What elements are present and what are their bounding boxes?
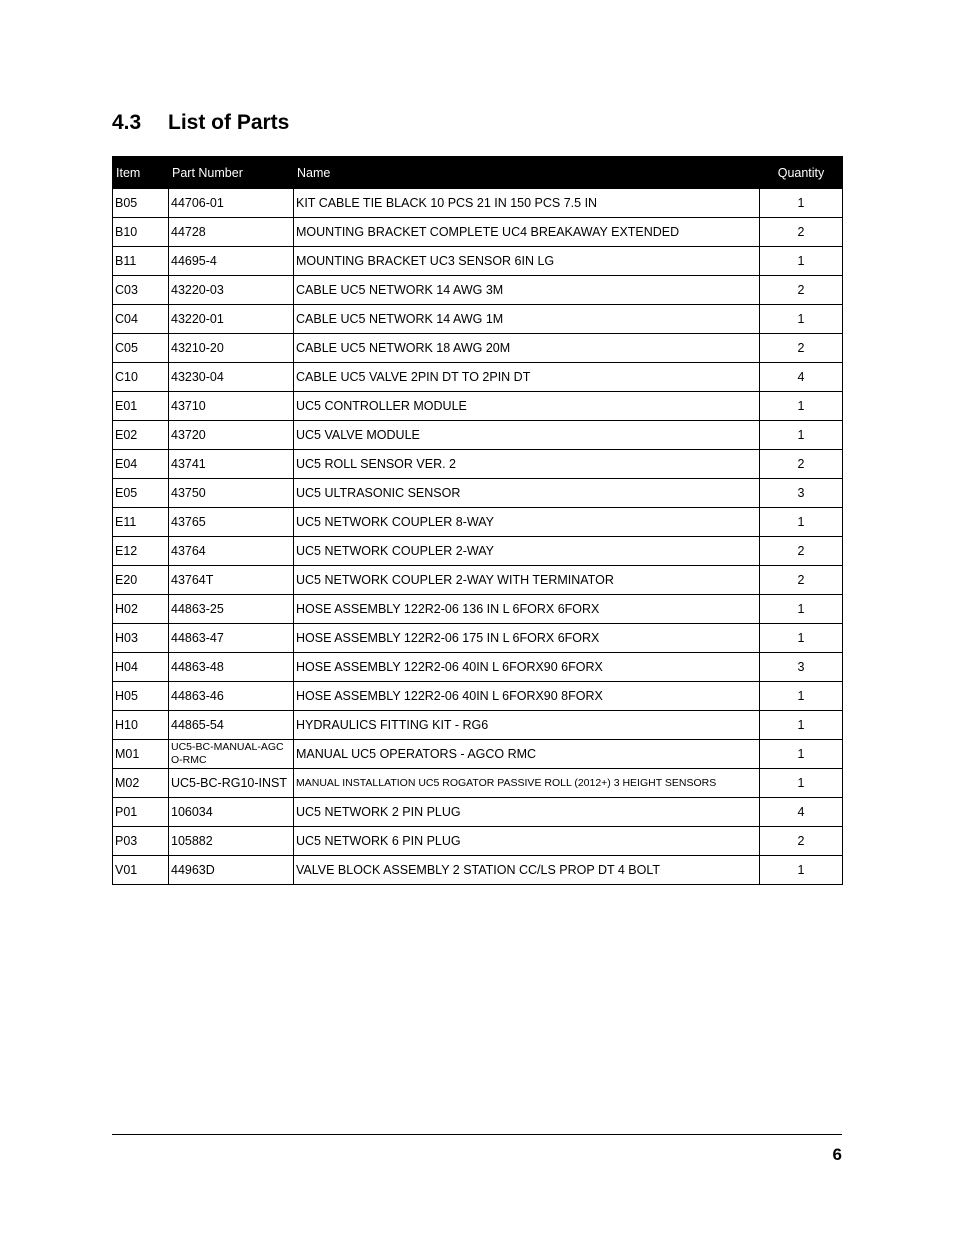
cell-quantity: 2 xyxy=(760,827,843,856)
table-row xyxy=(113,827,843,856)
footer-rule xyxy=(112,1134,842,1135)
cell-item: M01 xyxy=(113,740,169,769)
section-title: List of Parts xyxy=(168,111,290,134)
cell-part-number: 43750 xyxy=(169,479,294,508)
cell-item: E02 xyxy=(113,421,169,450)
cell-name: CABLE UC5 VALVE 2PIN DT TO 2PIN DT xyxy=(294,363,760,392)
table-row xyxy=(113,247,843,276)
cell-quantity: 1 xyxy=(760,624,843,653)
cell-name: UC5 ULTRASONIC SENSOR xyxy=(294,479,760,508)
cell-quantity: 4 xyxy=(760,798,843,827)
column-header-item: Item xyxy=(113,157,169,189)
cell-name: HOSE ASSEMBLY 122R2-06 40IN L 6FORX90 8FORX xyxy=(294,682,760,711)
cell-part-number: 43720 xyxy=(169,421,294,450)
cell-part-number: 43764T xyxy=(169,566,294,595)
cell-name: VALVE BLOCK ASSEMBLY 2 STATION CC/LS PROP DT 4 BOLT xyxy=(294,856,760,885)
cell-quantity: 1 xyxy=(760,740,843,769)
cell-part-number: 44863-25 xyxy=(169,595,294,624)
cell-part-number: 43220-01 xyxy=(169,305,294,334)
cell-item: P03 xyxy=(113,827,169,856)
table-row xyxy=(113,218,843,247)
cell-item: H02 xyxy=(113,595,169,624)
cell-item: E11 xyxy=(113,508,169,537)
table-row xyxy=(113,624,843,653)
cell-quantity: 4 xyxy=(760,363,843,392)
cell-part-number: 106034 xyxy=(169,798,294,827)
cell-item: H03 xyxy=(113,624,169,653)
cell-item: E01 xyxy=(113,392,169,421)
cell-item: B05 xyxy=(113,189,169,218)
cell-part-number: 44706-01 xyxy=(169,189,294,218)
cell-name: CABLE UC5 NETWORK 14 AWG 3M xyxy=(294,276,760,305)
cell-name: UC5 NETWORK 6 PIN PLUG xyxy=(294,827,760,856)
cell-quantity: 1 xyxy=(760,305,843,334)
cell-item: C10 xyxy=(113,363,169,392)
cell-quantity: 1 xyxy=(760,711,843,740)
cell-quantity: 3 xyxy=(760,653,843,682)
cell-quantity: 1 xyxy=(760,682,843,711)
cell-part-number: 43710 xyxy=(169,392,294,421)
cell-quantity: 1 xyxy=(760,856,843,885)
cell-part-number: UC5-BC-MANUAL-AGCO-RMC xyxy=(169,740,294,769)
cell-quantity: 1 xyxy=(760,392,843,421)
cell-quantity: 1 xyxy=(760,421,843,450)
cell-name: HOSE ASSEMBLY 122R2-06 40IN L 6FORX90 6FORX xyxy=(294,653,760,682)
cell-quantity: 2 xyxy=(760,334,843,363)
cell-part-number: 43764 xyxy=(169,537,294,566)
cell-quantity: 2 xyxy=(760,566,843,595)
cell-name: CABLE UC5 NETWORK 14 AWG 1M xyxy=(294,305,760,334)
table-row xyxy=(113,595,843,624)
parts-table-header xyxy=(113,157,843,189)
table-row xyxy=(113,421,843,450)
cell-quantity: 1 xyxy=(760,247,843,276)
cell-item: H10 xyxy=(113,711,169,740)
table-row xyxy=(113,363,843,392)
cell-part-number: 44695-4 xyxy=(169,247,294,276)
cell-quantity: 2 xyxy=(760,537,843,566)
cell-name: HOSE ASSEMBLY 122R2-06 136 IN L 6FORX 6FORX xyxy=(294,595,760,624)
cell-name: MOUNTING BRACKET COMPLETE UC4 BREAKAWAY EXTENDED xyxy=(294,218,760,247)
column-header-part-number: Part Number xyxy=(169,157,294,189)
cell-quantity: 1 xyxy=(760,595,843,624)
cell-name: UC5 NETWORK 2 PIN PLUG xyxy=(294,798,760,827)
cell-item: E05 xyxy=(113,479,169,508)
cell-item: M02 xyxy=(113,769,169,798)
table-row xyxy=(113,740,843,769)
cell-item: H05 xyxy=(113,682,169,711)
table-row xyxy=(113,189,843,218)
cell-name: UC5 NETWORK COUPLER 8-WAY xyxy=(294,508,760,537)
column-header-quantity: Quantity xyxy=(760,157,843,189)
cell-item: C03 xyxy=(113,276,169,305)
cell-name: MANUAL UC5 OPERATORS - AGCO RMC xyxy=(294,740,760,769)
cell-name: UC5 CONTROLLER MODULE xyxy=(294,392,760,421)
cell-part-number: 44863-48 xyxy=(169,653,294,682)
cell-quantity: 1 xyxy=(760,508,843,537)
cell-name: KIT CABLE TIE BLACK 10 PCS 21 IN 150 PCS 7.5 IN xyxy=(294,189,760,218)
parts-table xyxy=(112,156,843,885)
cell-part-number: 44863-46 xyxy=(169,682,294,711)
table-row xyxy=(113,856,843,885)
section-number: 4.3 xyxy=(112,111,142,134)
cell-item: B10 xyxy=(113,218,169,247)
cell-part-number: 43210-20 xyxy=(169,334,294,363)
cell-part-number: 43230-04 xyxy=(169,363,294,392)
parts-table-body xyxy=(113,189,843,885)
table-row xyxy=(113,334,843,363)
cell-part-number: 44865-54 xyxy=(169,711,294,740)
cell-name: UC5 NETWORK COUPLER 2-WAY xyxy=(294,537,760,566)
cell-name: UC5 VALVE MODULE xyxy=(294,421,760,450)
cell-quantity: 2 xyxy=(760,218,843,247)
cell-name: HYDRAULICS FITTING KIT - RG6 xyxy=(294,711,760,740)
cell-part-number: 44963D xyxy=(169,856,294,885)
column-header-name: Name xyxy=(294,157,760,189)
cell-item: B11 xyxy=(113,247,169,276)
cell-item: E12 xyxy=(113,537,169,566)
cell-item: H04 xyxy=(113,653,169,682)
cell-quantity: 2 xyxy=(760,276,843,305)
cell-quantity: 1 xyxy=(760,189,843,218)
cell-name: MANUAL INSTALLATION UC5 ROGATOR PASSIVE ROLL (2012+) 3 HEIGHT SENSORS xyxy=(294,769,760,798)
table-row xyxy=(113,305,843,334)
table-row xyxy=(113,682,843,711)
cell-part-number: 44863-47 xyxy=(169,624,294,653)
section-heading xyxy=(112,108,289,138)
table-row xyxy=(113,711,843,740)
table-row xyxy=(113,769,843,798)
cell-item: E20 xyxy=(113,566,169,595)
table-row xyxy=(113,508,843,537)
cell-quantity: 2 xyxy=(760,450,843,479)
table-row xyxy=(113,653,843,682)
cell-part-number: UC5-BC-RG10-INST xyxy=(169,769,294,798)
table-row xyxy=(113,798,843,827)
cell-name: MOUNTING BRACKET UC3 SENSOR 6IN LG xyxy=(294,247,760,276)
cell-item: V01 xyxy=(113,856,169,885)
cell-quantity: 1 xyxy=(760,769,843,798)
table-row xyxy=(113,392,843,421)
cell-part-number: 105882 xyxy=(169,827,294,856)
cell-name: UC5 ROLL SENSOR VER. 2 xyxy=(294,450,760,479)
cell-part-number: 44728 xyxy=(169,218,294,247)
cell-part-number: 43765 xyxy=(169,508,294,537)
cell-item: P01 xyxy=(113,798,169,827)
cell-item: E04 xyxy=(113,450,169,479)
table-row xyxy=(113,566,843,595)
cell-quantity: 3 xyxy=(760,479,843,508)
cell-name: HOSE ASSEMBLY 122R2-06 175 IN L 6FORX 6FORX xyxy=(294,624,760,653)
table-row xyxy=(113,537,843,566)
cell-item: C04 xyxy=(113,305,169,334)
cell-name: UC5 NETWORK COUPLER 2-WAY WITH TERMINATOR xyxy=(294,566,760,595)
cell-part-number: 43220-03 xyxy=(169,276,294,305)
cell-name: CABLE UC5 NETWORK 18 AWG 20M xyxy=(294,334,760,363)
table-row xyxy=(113,450,843,479)
table-row xyxy=(113,276,843,305)
header-row xyxy=(113,157,843,189)
page-number: 6 xyxy=(832,1145,842,1164)
cell-item: C05 xyxy=(113,334,169,363)
table-row xyxy=(113,479,843,508)
cell-part-number: 43741 xyxy=(169,450,294,479)
